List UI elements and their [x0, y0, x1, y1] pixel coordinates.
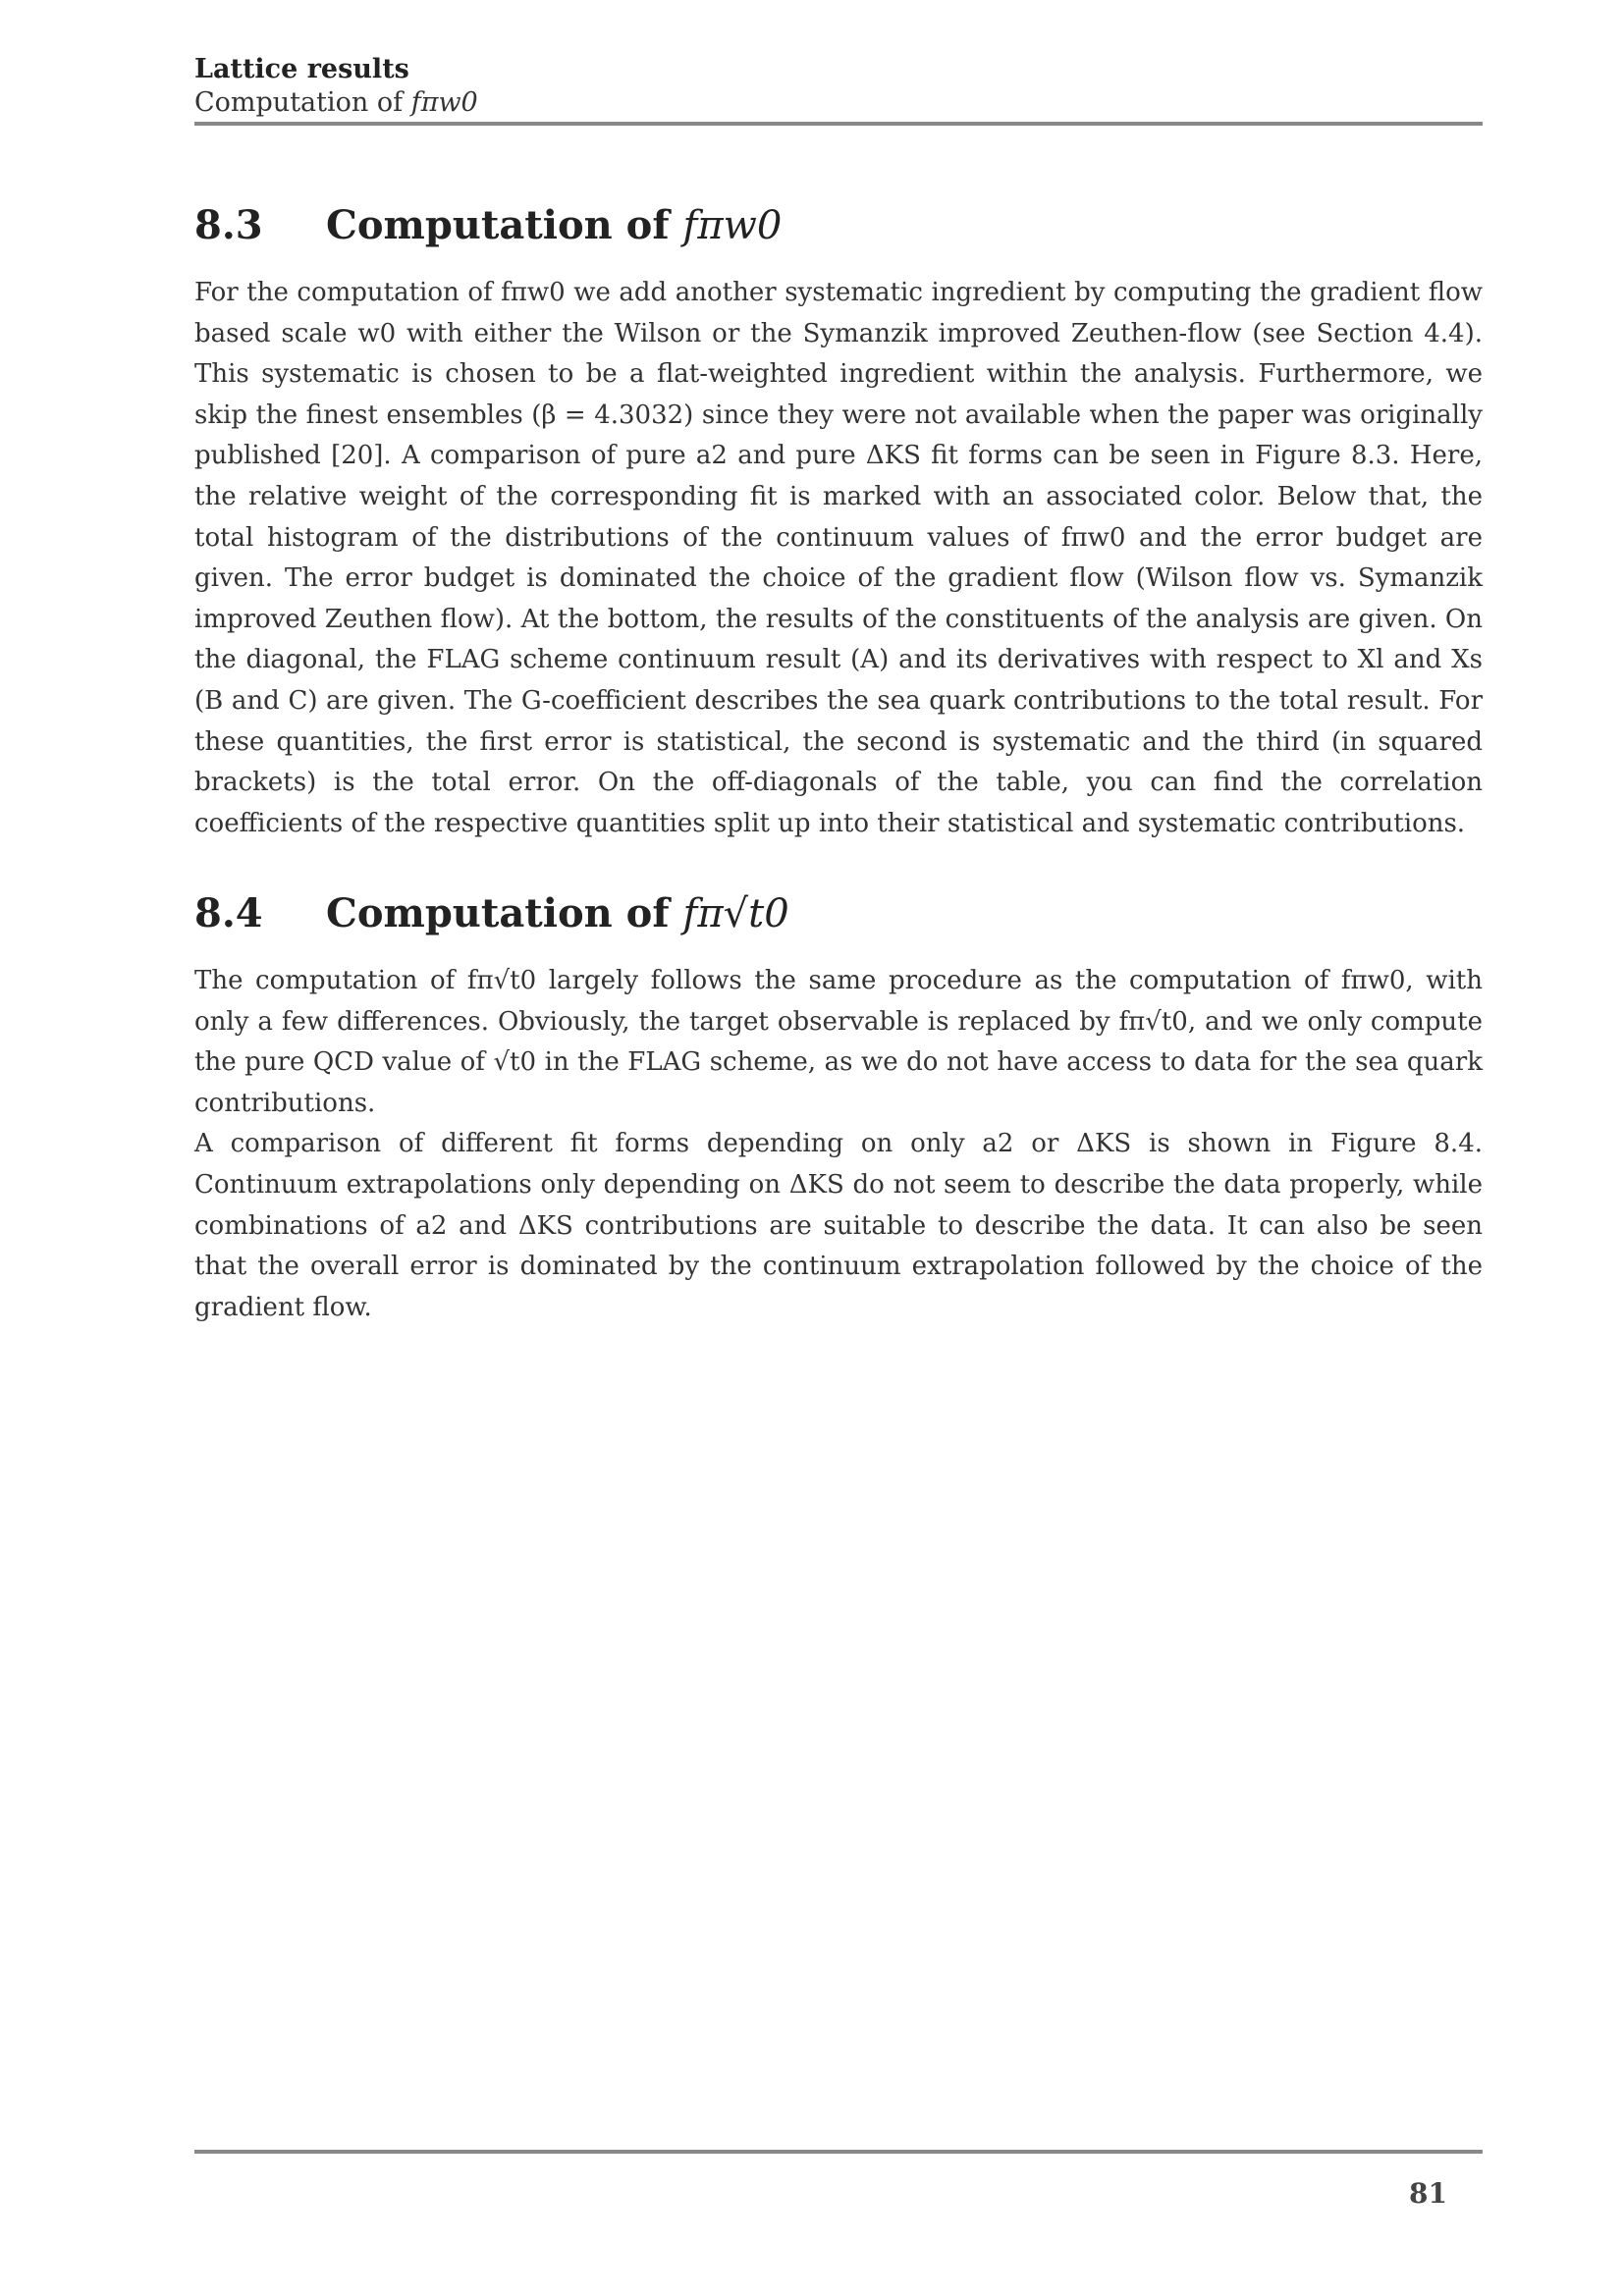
- section-body: [194, 273, 1483, 844]
- section-title-math: fπw0: [682, 203, 783, 248]
- paragraph: A comparison of different fit forms depending on only a2 or ΔKS is shown in Figure 8.4. Continuum extrapolations only depending on ΔKS do not seem to describe the data properly, while combinations of a2 and ΔKS contributions are suitable to describe the data. It can also be seen that the overall error is dominated by the continuum extrapolation followed by the choice of the gradient flow.: [194, 1129, 1483, 1322]
- section-number: 8.4: [194, 890, 263, 936]
- footer-rule: [194, 2150, 1483, 2154]
- running-head-section: [194, 86, 1483, 120]
- header-rule: [194, 122, 1483, 126]
- section-8-4: [194, 888, 1483, 1328]
- section-title-math: fπ√t0: [682, 891, 789, 936]
- running-head-section-math: fπw0: [410, 87, 478, 118]
- section-number: 8.3: [194, 202, 263, 248]
- running-head-section-text: Computation of: [194, 87, 404, 118]
- page-number: 81: [1409, 2177, 1447, 2210]
- section-8-3: [194, 200, 1483, 844]
- section-body: [194, 961, 1483, 1328]
- paragraph: The computation of fπ√t0 largely follows the same procedure as the computation of fπw0, with only a few differences. Obviously, the target observable is replaced by fπ√t0, and we only compute the pure QCD value of √t0 in the FLAG scheme, as we do not have access to data for the sea quark contributions.: [194, 966, 1483, 1118]
- section-heading-8-4: [194, 888, 1483, 939]
- section-title: [326, 888, 789, 939]
- paragraph: For the computation of fπw0 we add another systematic ingredient by computing the gradient flow based scale w0 with either the Wilson or the Symanzik improved Zeuthen-flow (see Section 4.4). This systematic is chosen to be a flat-weighted ingredient within the analysis. Furthermore, we skip the finest ensembles (β = 4.3032) since they were not available when the paper was originally published [20]. A comparison of pure a2 and pure ΔKS fit forms can be seen in Figure 8.3. Here, the relative weight of the corresponding fit is marked with an associated color. Below that, the total histogram of the distributions of the continuum values of fπw0 and the error budget are given. The error budget is dominated the choice of the gradient flow (Wilson flow vs. Symanzik improved Zeuthen flow). At the bottom, the results of the constituents of the analysis are given. On the diagonal, the FLAG scheme continuum result (A) and its derivatives with respect to Xl and Xs (B and C) are given. The G-coefficient describes the sea quark contributions to the total result. For these quantities, the first error is statistical, the second is systematic and the third (in squared brackets) is the total error. On the off-diagonals of the table, you can find the correlation coefficients of the respective quantities split up into their statistical and systematic contributions.: [194, 278, 1483, 838]
- section-title-text: Computation of: [326, 890, 670, 936]
- section-title: [326, 200, 782, 251]
- section-heading-8-3: [194, 200, 1483, 251]
- section-title-text: Computation of: [326, 202, 670, 248]
- running-head-chapter: Lattice results: [194, 54, 409, 84]
- running-head: [194, 53, 1483, 120]
